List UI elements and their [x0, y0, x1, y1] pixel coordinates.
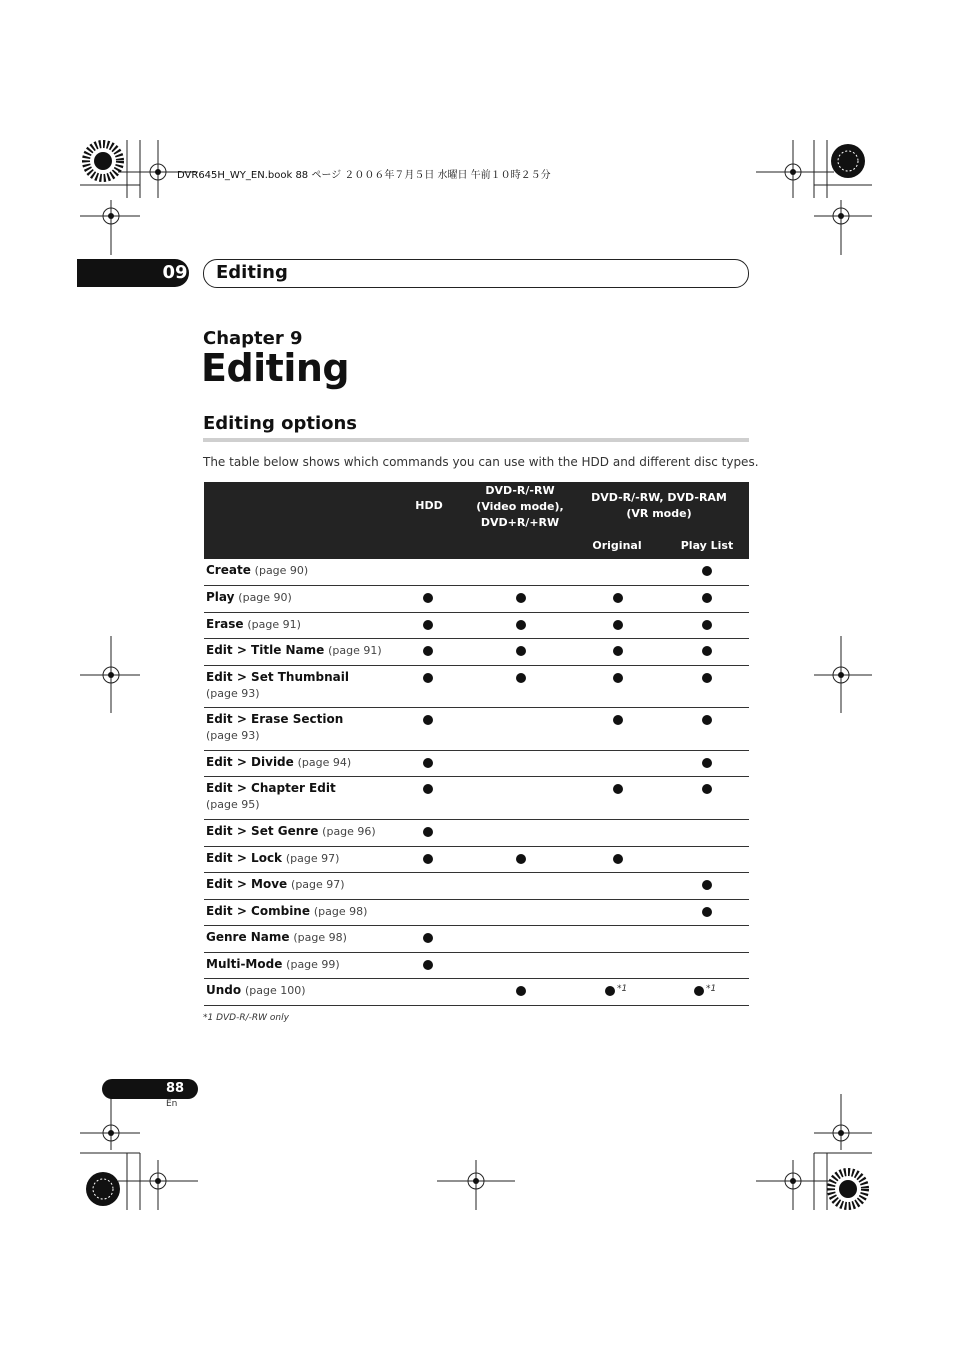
table-row	[204, 900, 749, 926]
supported-dot-playlist	[702, 620, 712, 630]
supported-dot-playlist	[702, 566, 712, 576]
footnote: *1 DVD-R/-RW only	[203, 1013, 289, 1023]
page-number: 88	[165, 1081, 185, 1096]
supported-dot-hdd	[423, 620, 433, 630]
page-reference: (page 94)	[297, 756, 352, 769]
supported-dot-playlist	[702, 907, 712, 917]
page-reference: (page 91)	[247, 618, 301, 631]
supported-dot-playlist	[702, 784, 712, 794]
footnote-marker: *1	[617, 984, 628, 994]
command-cell	[206, 642, 382, 659]
table-row	[204, 708, 749, 751]
supported-dot-video	[516, 854, 526, 864]
page-reference: (page 93)	[206, 687, 260, 700]
command-name: Edit > Combine	[206, 904, 310, 918]
supported-dot-playlist	[702, 646, 712, 656]
page-language: En	[166, 1099, 178, 1109]
supported-dot-video	[516, 646, 526, 656]
table-row	[204, 847, 749, 873]
chapter-label: Chapter 9	[203, 328, 303, 349]
supported-dot-playlist	[694, 986, 704, 996]
command-cell	[206, 780, 336, 813]
table-row	[204, 820, 749, 847]
supported-dot-original	[613, 646, 623, 656]
command-cell	[206, 562, 308, 579]
command-cell	[206, 589, 292, 606]
supported-dot-original	[613, 854, 623, 864]
command-cell	[206, 850, 339, 867]
page-title: Editing	[201, 346, 350, 390]
command-name: Edit > Divide	[206, 755, 294, 769]
section-divider	[203, 438, 749, 442]
supported-dot-original	[613, 715, 623, 725]
page-reference: (page 90)	[238, 591, 292, 604]
table-row	[204, 777, 749, 820]
command-name: Edit > Lock	[206, 851, 283, 865]
command-name: Edit > Set Genre	[206, 824, 319, 838]
supported-dot-video	[516, 673, 526, 683]
table-row	[204, 979, 749, 1006]
header-dvd-vr: DVD-R/-RW, DVD-RAM (VR mode)	[591, 491, 727, 520]
command-name: Edit > Erase Section	[206, 712, 344, 726]
command-cell	[206, 982, 306, 999]
supported-dot-hdd	[423, 854, 433, 864]
supported-dot-original	[613, 620, 623, 630]
section-title: Editing options	[203, 413, 358, 434]
page-reference: (page 93)	[206, 729, 260, 742]
supported-dot-original	[613, 593, 623, 603]
command-name: Create	[206, 563, 251, 577]
supported-dot-original	[613, 784, 623, 794]
table-header	[204, 482, 749, 559]
command-name: Edit > Title Name	[206, 643, 325, 657]
running-header-title: Editing	[216, 262, 288, 283]
supported-dot-video	[516, 986, 526, 996]
table-row	[204, 873, 749, 900]
table-row	[204, 639, 749, 666]
print-file-info: DVR645H_WY_EN.book 88 ページ ２００６年７月５日 水曜日 午前１０時２５分	[177, 170, 551, 181]
command-cell	[206, 929, 347, 946]
header-original: Original	[592, 539, 642, 552]
header-hdd: HDD	[415, 499, 443, 512]
supported-dot-playlist	[702, 593, 712, 603]
table-row	[204, 586, 749, 613]
footnote-marker: *1	[706, 984, 717, 994]
command-cell	[206, 903, 367, 920]
table-row	[204, 751, 749, 777]
command-cell	[206, 956, 340, 973]
page-reference: (page 96)	[322, 825, 376, 838]
command-name: Play	[206, 590, 235, 604]
supported-dot-hdd	[423, 933, 433, 943]
supported-dot-original	[605, 986, 615, 996]
command-cell	[206, 823, 376, 840]
page-reference: (page 99)	[286, 958, 340, 971]
section-intro: The table below shows which commands you can use with the HDD and different disc types.	[203, 455, 759, 469]
page-reference: (page 97)	[291, 878, 345, 891]
supported-dot-video	[516, 593, 526, 603]
page-reference: (page 97)	[285, 852, 340, 865]
command-name: Erase	[206, 617, 244, 631]
table-row	[204, 559, 749, 586]
page-reference: (page 95)	[206, 798, 260, 811]
command-cell	[206, 616, 301, 633]
command-name: Genre Name	[206, 930, 290, 944]
command-name: Multi-Mode	[206, 957, 283, 971]
command-cell	[206, 876, 345, 893]
chapter-number: 09	[162, 262, 188, 283]
header-dvd-video: DVD-R/-RW (Video mode), DVD+R/+RW	[476, 484, 564, 529]
command-cell	[206, 669, 349, 702]
supported-dot-hdd	[423, 593, 433, 603]
command-name: Edit > Move	[206, 877, 288, 891]
command-name: Edit > Set Thumbnail	[206, 670, 349, 684]
supported-dot-playlist	[702, 758, 712, 768]
command-name: Edit > Chapter Edit	[206, 781, 336, 795]
command-cell	[206, 711, 343, 744]
header-play-list: Play List	[680, 539, 734, 552]
table-row	[204, 666, 749, 708]
table-row	[204, 953, 749, 979]
page-reference: (page 98)	[313, 905, 368, 918]
supported-dot-hdd	[423, 673, 433, 683]
page-reference: (page 91)	[328, 644, 382, 657]
page-reference: (page 98)	[293, 931, 347, 944]
supported-dot-original	[613, 673, 623, 683]
command-cell	[206, 754, 351, 771]
table-row	[204, 926, 749, 953]
page-reference: (page 100)	[244, 984, 306, 997]
command-name: Undo	[206, 983, 242, 997]
supported-dot-video	[516, 620, 526, 630]
supported-dot-hdd	[423, 784, 433, 794]
supported-dot-hdd	[423, 758, 433, 768]
supported-dot-playlist	[702, 880, 712, 890]
table-row	[204, 613, 749, 639]
supported-dot-hdd	[423, 960, 433, 970]
page-reference: (page 90)	[254, 564, 309, 577]
supported-dot-hdd	[423, 827, 433, 837]
supported-dot-hdd	[423, 715, 433, 725]
supported-dot-playlist	[702, 673, 712, 683]
supported-dot-playlist	[702, 715, 712, 725]
supported-dot-hdd	[423, 646, 433, 656]
